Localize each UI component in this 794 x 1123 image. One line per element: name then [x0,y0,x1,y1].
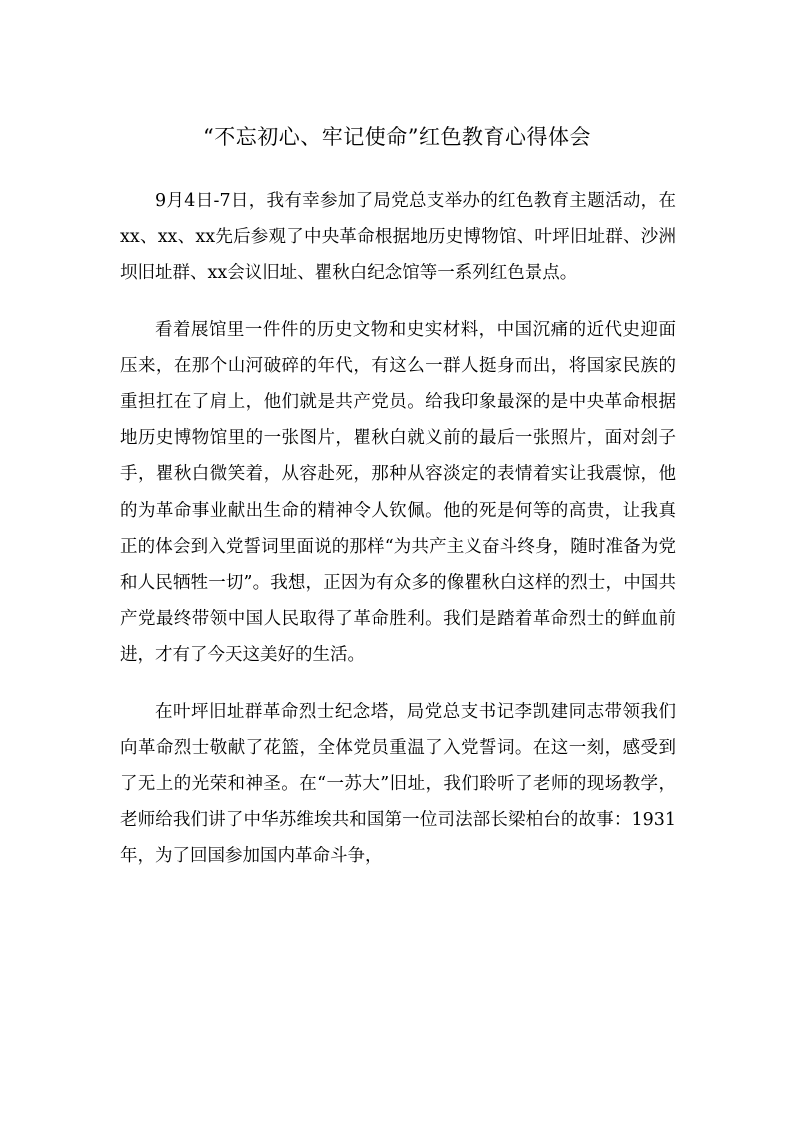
document-title: “不忘初心、牢记使命”红色教育心得体会 [203,125,591,149]
paragraph-2: 看着展馆里一件件的历史文物和史实材料，中国沉痛的近代史迎面压来，在那个山河破碎的年代，有这么一群人挺身而出，将国家民族的重担扛在了肩上，他们就是共产党员。给我印象最深的是中央革命根据地历史博物馆里的一张图片，瞿秋白就义前的最后一张照片，面对刽子手，瞿秋白微笑着，从容赴死，那种从容淡定的表情着实让我震惊，他的为革命事业献出生命的精神令人钦佩。他的死是何等的高贵，让我真正的体会到入党誓词里面说的那样“为共产主义奋斗终身，随时准备为党和人民牺牲一切”。我想，正因为有众多的像瞿秋白这样的烈士，中国共产党最终带领中国人民取得了革命胜利。我们是踏着革命烈士的鲜血前进，才有了今天这美好的生活。 [120,319,676,666]
paragraph-3: 在叶坪旧址群革命烈士纪念塔，局党总支书记李凯建同志带领我们向革命烈士敬献了花篮，全体党员重温了入党誓词。在这一刻，感受到了无上的光荣和神圣。在“一苏大”旧址，我们聆听了老师的现场教学，老师给我们讲了中华苏维埃共和国第一位司法部长梁柏台的故事：1931年，为了回国参加国内革命斗争， [120,701,676,867]
paragraph-1: 9月4日-7日，我有幸参加了局党总支举办的红色教育主题活动，在xx、xx、xx先后参观了中央革命根据地历史博物馆、叶坪旧址群、沙洲坝旧址群、xx会议旧址、瞿秋白纪念馆等一系列红色景点。 [120,191,676,284]
document-body [120,183,676,895]
